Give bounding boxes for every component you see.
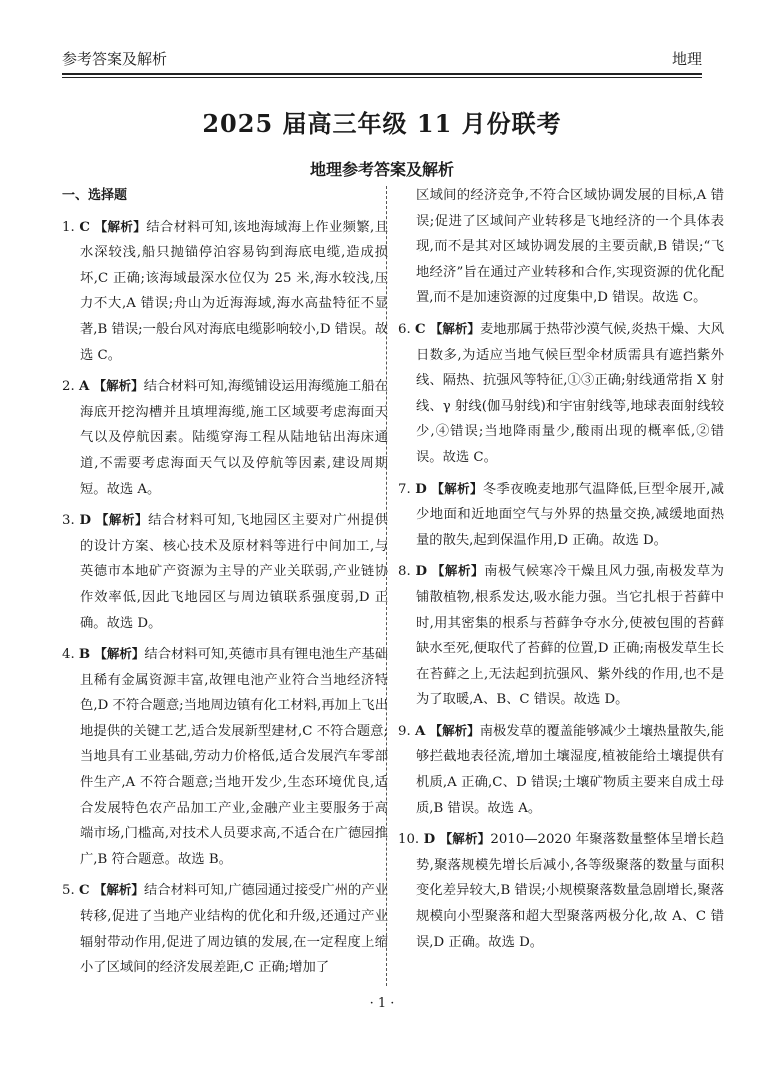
question-number: 10. [398, 832, 420, 848]
answer-choice: B [78, 647, 91, 663]
column-divider [386, 186, 387, 986]
left-question-list [62, 214, 388, 981]
page-header [62, 48, 702, 72]
analysis-tag: 【解析】 [94, 646, 145, 662]
right-question-list [398, 316, 724, 955]
page-number: · 1 · [369, 996, 395, 1011]
answer-item [398, 476, 724, 554]
question-number: 4. [62, 647, 75, 663]
exam-title: 2025 届高三年级 11 月份联考 [202, 109, 562, 138]
answer-choice: C [79, 219, 90, 235]
answer-choice: D [79, 513, 92, 529]
analysis-text: 冬季夜晚麦地那气温降低,巨型伞展开,减少地面和近地面空气与外界的热量交换,减缓地面热量的散失,起到保温作用,D 正确。故选 D。 [416, 481, 724, 548]
analysis-tag: 【解析】 [439, 831, 491, 847]
analysis-text: 结合材料可知,该地海域海上作业频繁,且水深较浅,船只抛锚停泊容易钩到海底电缆,造成损坏,C 正确;该海域最深水位仅为 25 米,海水较浅,压力不大,A 错误;舟山为近海海域,海水高盐特征不显著,B 错误;一般台风对海底电缆影响较小,D 错误。故选 C。 [80, 219, 388, 363]
analysis-text: 结合材料可知,海缆铺设运用海缆施工船在海底开挖沟槽并且填埋海缆,施工区域要考虑海面天气以及停航因素。陆缆穿海工程从陆地钻出海床通道,不需要考虑海面天气以及停航等因素,建设周期短。故选 A。 [80, 379, 388, 497]
analysis-tag: 【解析】 [94, 218, 147, 234]
left-column [62, 183, 388, 981]
analysis-tag: 【解析】 [429, 722, 480, 738]
analysis-text: 麦地那属于热带沙漠气候,炎热干燥、大风日数多,为适应当地气候巨型伞材质需具有遮挡紫外线、隔热、抗强风等特征,①③正确;射线通常指 X 射线、γ 射线(伽马射线)和宇宙射线等,地球表面射线较少,④错误;当地降雨量少,酸雨出现的概率低,②错误。故选 C。 [416, 321, 724, 465]
analysis-text: 南极气候寒冷干燥且风力强,南极发草为铺散植物,根系发达,吸水能力强。当它扎根于苔藓中时,用其密集的根系与苔藓争夺水分,使被包围的苔藓缺水至死,便取代了苔藓的位置,D 正确;南极发草生长在苔藓之上,无法起到抗强风、紫外线的作用,也不是为了取暖,A、B、C 错误。故选 D。 [416, 564, 724, 708]
answer-choice: C [78, 883, 90, 899]
analysis-tag: 【解析】 [93, 378, 144, 394]
analysis-text: 南极发草的覆盖能够减少土壤热量散失,能够拦截地表径流,增加土壤湿度,植被能给土壤提供有机质,A 正确,C、D 错误;土壤矿物质主要来自成土母质,B 错误。故选 A。 [416, 723, 724, 816]
analysis-text: 结合材料可知,飞地园区主要对广州提供的设计方案、核心技术及原材料等进行中间加工,与英德市本地矿产资源为主导的产业关联弱,产业链协作效率低,因此飞地园区与周边镇联系强度弱,D 正确。故选 D。 [80, 513, 388, 631]
analysis-tag: 【解析】 [93, 882, 144, 898]
analysis-text: 2010—2020 年聚落数量整体呈增长趋势,聚落规模先增长后减小,各等级聚落的数量与面积变化差异较大,B 错误;小规模聚落数量急剧增长,聚落规模向小型聚落和超大型聚落两极分化,故 A、C 错误,D 正确。故选 D。 [416, 832, 725, 950]
analysis-tag: 【解析】 [431, 480, 483, 496]
answer-item [62, 877, 388, 980]
analysis-tag: 【解析】 [429, 320, 480, 336]
answer-choice: D [415, 481, 427, 497]
analysis-tag: 【解析】 [431, 563, 485, 579]
answer-item [62, 641, 388, 872]
question-number: 2. [62, 379, 75, 395]
answer-choice: D [423, 832, 436, 848]
header-subject: 地理 [671, 50, 702, 68]
document-subtitle: 地理参考答案及解析 [309, 160, 454, 179]
answer-item [398, 558, 724, 713]
right-column [398, 183, 724, 955]
header-left-label: 参考答案及解析 [62, 50, 168, 68]
question-number: 5. [62, 883, 75, 899]
answer-item [62, 214, 388, 369]
question-5-continuation: 区域间的经济竞争,不符合区域协调发展的目标,A 错误;促进了区域间产业转移是飞地经济的一个具体表现,而不是其对区域协调发展的主要贡献,B 错误;“飞地经济”旨在通过产业转移和合作,实现资源的优化配置,而不是加速资源的过度集中,D 错误。故选 C。 [416, 188, 724, 306]
analysis-text: 结合材料可知,广德园通过接受广州的产业转移,促进了当地产业结构的优化和升级,还通过产业辐射带动作用,促进了周边镇的发展,在一定程度上缩小了区域间的经济发展差距,C 正确;增加了 [80, 883, 388, 976]
header-rule-thick [62, 73, 702, 75]
question-number: 1. [62, 219, 75, 235]
answer-item [398, 826, 724, 955]
header-rule-thin [62, 77, 702, 78]
answer-choice: A [414, 723, 426, 739]
analysis-tag: 【解析】 [95, 512, 149, 528]
analysis-text: 结合材料可知,英德市具有锂电池生产基础且稀有金属资源丰富,故锂电池产业符合当地经济特色,D 不符合题意;当地周边镇有化工材料,再加上飞出地提供的关键工艺,适合发展新型建材,C 不符合题意;当地具有工业基础,劳动力价格低,适合发展汽车零部件生产,A 不符合题意;当地开发少,生态环境优良,适合发展特色农产品加工产业,金融产业主要服务于高端市场,门槛高,对技术人员要求高,不适合在广德园推广,B 符合题意。故选 B。 [80, 647, 388, 867]
answer-choice: D [415, 564, 428, 580]
question-number: 9. [398, 723, 411, 739]
question-number: 6. [398, 321, 411, 337]
answer-item [398, 718, 724, 821]
answer-item [398, 316, 724, 471]
question-number: 3. [62, 513, 75, 529]
answer-choice: A [78, 379, 90, 395]
question-number: 8. [398, 564, 411, 580]
section-label: 一、选择题 [62, 188, 128, 203]
answer-item [62, 507, 388, 636]
question-number: 7. [398, 481, 411, 497]
answer-item [62, 373, 388, 502]
answer-choice: C [414, 321, 426, 337]
